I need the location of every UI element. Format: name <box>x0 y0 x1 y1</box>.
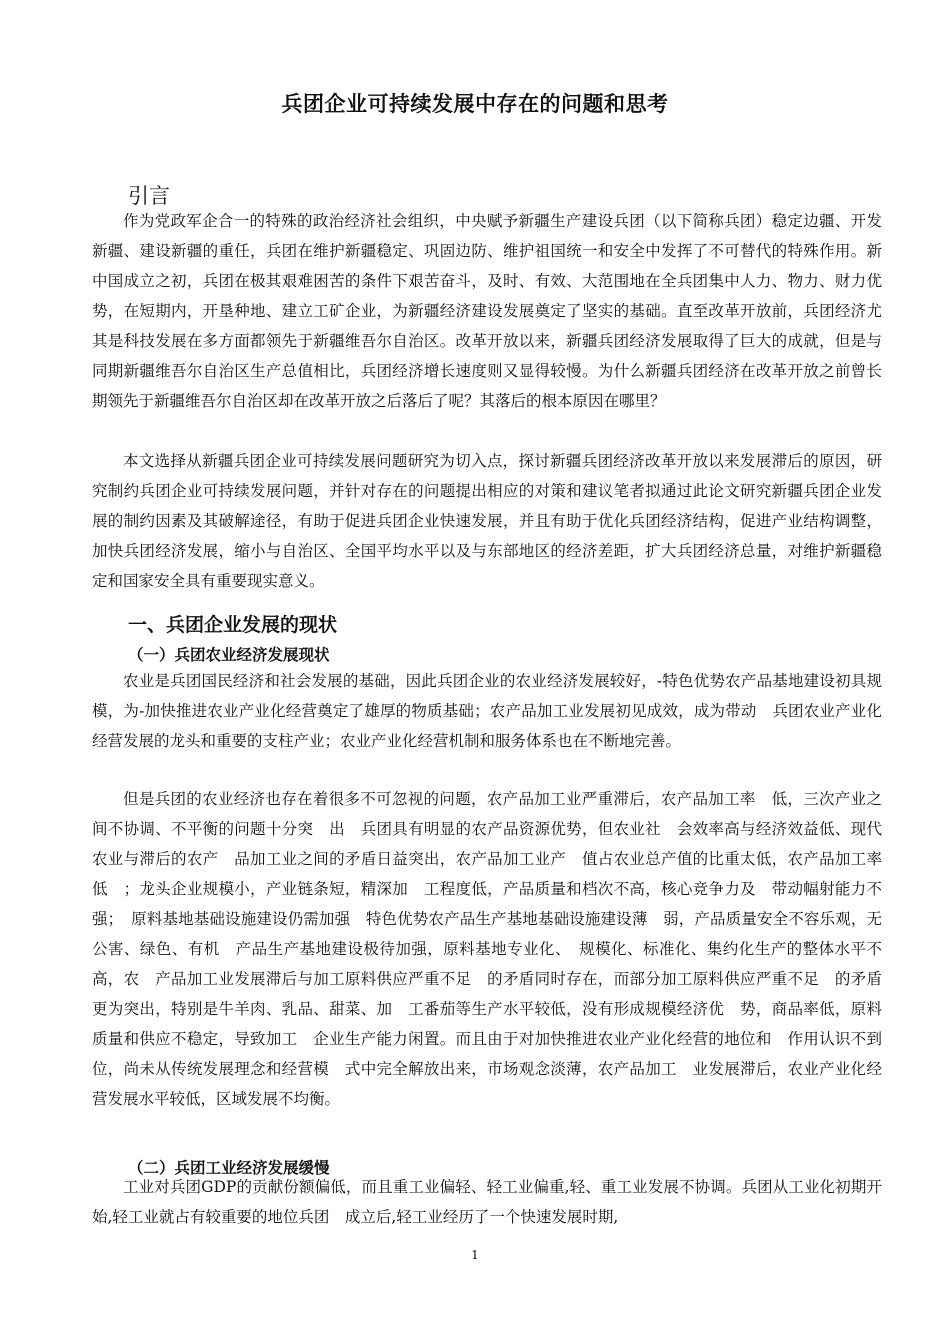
subsection-2-paragraph-1: 工业对兵团GDP的贡献份额偏低，而且重工业偏轻、轻工业偏重,轻、重工业发展不协调。兵团从工业化初期开始,轻工业就占有较重要的地位兵团 成立后,轻工业经历了一个快速发展时期, <box>92 1178 882 1226</box>
section-1-heading: 一、兵团企业发展的现状 <box>128 614 338 636</box>
intro-heading: 引言 <box>128 184 170 208</box>
document-title: 兵团企业可持续发展中存在的问题和思考 <box>281 92 669 116</box>
subsection-1-paragraph-1: 农业是兵团国民经济和社会发展的基础，因此兵团企业的农业经济发展较好，-特色优势农产品基地建设初具规模，为-加快推进农业产业化经营奠定了雄厚的物质基础；农产品加工业发展初见成效，成为带动 兵团农业产业化经营发展的龙头和重要的支柱产业；农业产业化经营机制和服务体系也在不断地完善。 <box>92 672 882 750</box>
subsection-2-heading: （二）兵团工业经济发展缓慢 <box>128 1159 330 1177</box>
subsection-1-paragraph-2: 但是兵团的农业经济也存在着很多不可忽视的问题，农产品加工业严重滞后，农产品加工率 低，三次产业之间不协调、不平衡的问题十分突 出 兵团具有明显的农产品资源优势，但农业社 会效率高与经济效益低、现代农业与滞后的农产 品加工业之间的矛盾日益突出，农产品加工业产 值占农业总产值的比重太低，农产品加工率低 ；龙头企业规模小，产业链条短，精深加 工程度低，产品质量和档次不高，核心竞争力及 带动幅射能力不强； 原料基地基础设施建设仍需加强 特色优势农产品生产基地基础设施建设薄 弱，产品质量安全不容乐观，无公害、绿色、有机 产品生产基地建设极待加强，原料基地专业化、 规模化、标准化、集约化生产的整体水平不高，农 产品加工业发展滞后与加工原料供应严重不足 的矛盾同时存在，而部分加工原料供应严重不足 的矛盾更为突出，特别是牛羊肉、乳品、甜菜、加 工番茄等生产水平较低，没有形成规模经济优 势，商品率低，原料质量和供应不稳定，导致加工 企业生产能力闲置。而且由于对加快推进农业产业化经营的地位和 作用认识不到位，尚未从传统发展理念和经营模 式中完全解放出来，市场观念淡薄，农产品加工 业发展滞后，农业产业化经营发展水平较低，区域发展不均衡。 <box>92 790 882 1108</box>
intro-paragraph-1: 作为党政军企合一的特殊的政治经济社会组织，中央赋予新疆生产建设兵团（以下简称兵团）稳定边疆、开发新疆、建设新疆的重任，兵团在维护新疆稳定、巩固边防、维护祖国统一和安全中发挥了不可替代的特殊作用。新中国成立之初，兵团在极其艰难困苦的条件下艰苦奋斗，及时、有效、大范围地在全兵团集中人力、物力、财力优势，在短期内，开垦种地、建立工矿企业，为新疆经济建设发展奠定了坚实的基础。直至改革开放前，兵团经济尤其是科技发展在多方面都领先于新疆维吾尔自治区。改革开放以来，新疆兵团经济发展取得了巨大的成就，但是与同期新疆维吾尔自治区生产总值相比，兵团经济增长速度则又显得较慢。为什么新疆兵团经济在改革开放之前曾长期领先于新疆维吾尔自治区却在改革开放之后落后了呢？其落后的根本原因在哪里？ <box>92 212 882 410</box>
intro-paragraph-2: 本文选择从新疆兵团企业可持续发展问题研究为切入点，探讨新疆兵团经济改革开放以来发展滞后的原因，研究制约兵团企业可持续发展问题，并针对存在的问题提出相应的对策和建议笔者拟通过此论文研究新疆兵团企业发展的制约因素及其破解途径，有助于促进兵团企业快速发展，并且有助于优化兵团经济结构，促进产业结构调整，加快兵团经济发展，缩小与自治区、全国平均水平以及与东部地区的经济差距，扩大兵团经济总量，对维护新疆稳定和国家安全具有重要现实意义。 <box>92 452 882 590</box>
subsection-1-heading: （一）兵团农业经济发展现状 <box>128 646 330 664</box>
page-number: 1 <box>471 1248 479 1262</box>
